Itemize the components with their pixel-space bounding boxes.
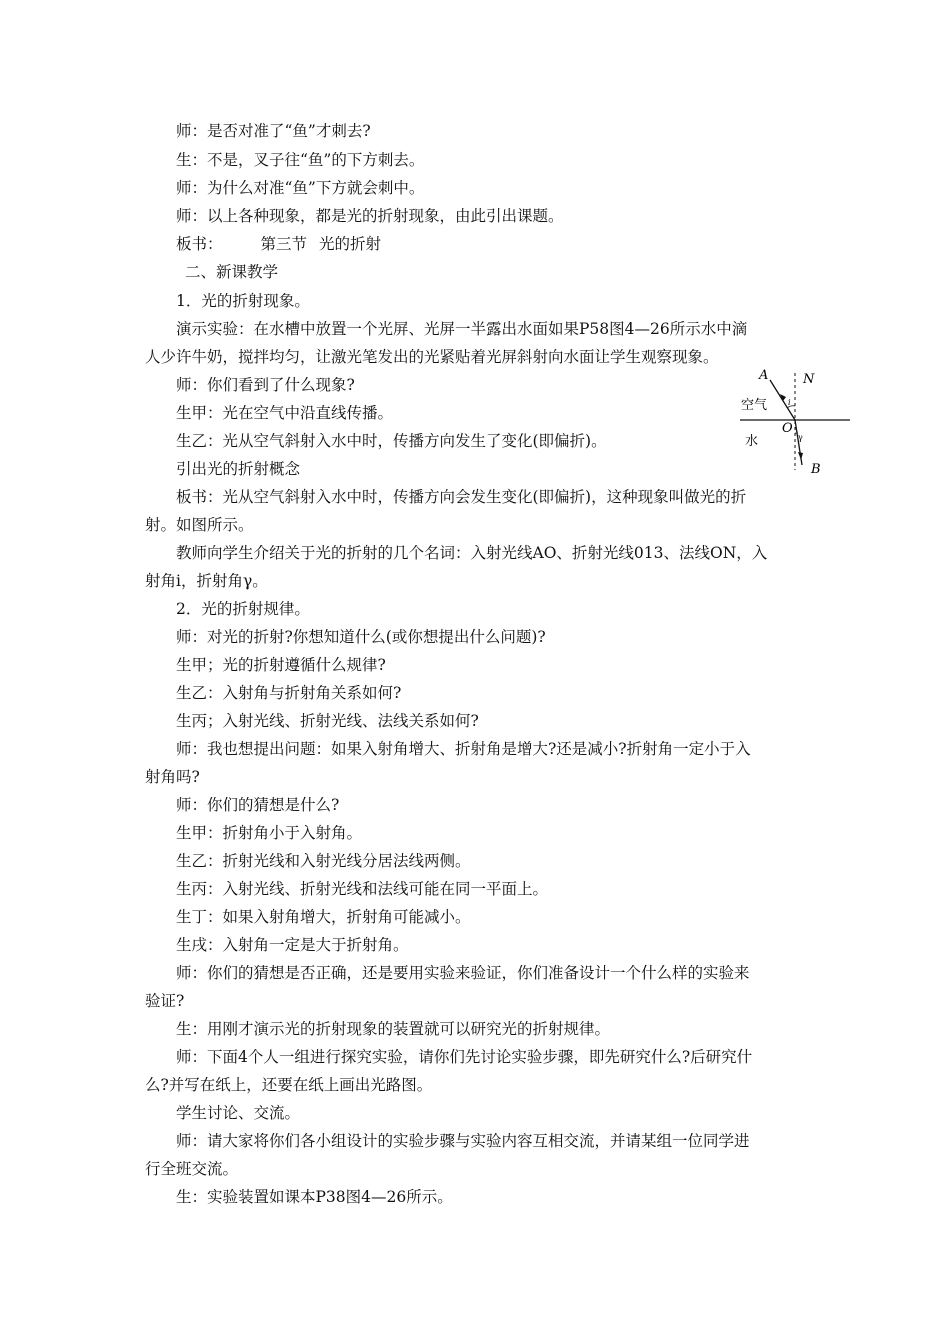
text-line: 师：你们看到了什么现象? (176, 376, 355, 394)
text-line: 生丙；入射光线、折射光线、法线关系如何? (176, 712, 479, 730)
text-line: 生乙：入射角与折射角关系如何? (176, 684, 402, 702)
board-heading (176, 234, 381, 254)
incident-ray (770, 380, 795, 420)
text-line: 生戌：入射角一定是大于折射角。 (176, 936, 409, 954)
text-line: 生乙：折射光线和入射光线分居法线两侧。 (176, 852, 471, 870)
text-line: 生：不是，叉子往“鱼”的下方刺去。 (176, 151, 425, 169)
label-a: A (759, 368, 769, 383)
refraction-svg (735, 365, 860, 480)
label-i: i (788, 398, 791, 407)
text-line: 教师向学生介绍关于光的折射的几个名词：入射光线AO、折射光线013、法线ON，入 (176, 544, 768, 562)
section-number: 第三节 (260, 235, 308, 253)
text-line: 人少许牛奶，搅拌均匀，让激光笔发出的光紧贴着光屏斜射向水面让学生观察现象。 (145, 348, 719, 366)
label-b: B (811, 462, 821, 477)
label-gamma: γ (798, 433, 803, 442)
text-line: 射。如图所示。 (145, 516, 254, 534)
text-line: 师：我也想提出问题：如果入射角增大、折射角是增大?还是减小?折射角一定小于入 (176, 740, 751, 758)
label-n: N (803, 372, 815, 387)
text-line: 生丁：如果入射角增大，折射角可能减小。 (176, 908, 471, 926)
text-line: 射角吗? (145, 768, 200, 786)
text-line: 师：为什么对准“鱼”下方就会刺中。 (176, 179, 425, 197)
text-line: 生丙：入射光线、折射光线和法线可能在同一平面上。 (176, 880, 549, 898)
text-line: 生甲：光在空气中沿直线传播。 (176, 404, 394, 422)
text-line: 引出光的折射概念 (176, 460, 301, 478)
label-air: 空气 (741, 398, 768, 413)
subsection-heading: 1．光的折射现象。 (176, 292, 310, 310)
label-water: 水 (745, 434, 759, 449)
board-label: 板书： (176, 235, 223, 253)
text-line: 师：是否对准了“鱼”才刺去? (176, 122, 371, 140)
text-line: 射角i，折射角γ。 (145, 572, 268, 590)
text-line: 行全班交流。 (145, 1160, 239, 1178)
text-line: 生：用刚才演示光的折射现象的装置就可以研究光的折射规律。 (176, 1020, 611, 1038)
text-line: 生甲：折射角小于入射角。 (176, 824, 363, 842)
refraction-diagram (735, 365, 860, 480)
text-line: 师：下面4个人一组进行探究实验，请你们先讨论实验步骤，即先研究什么?后研究什 (176, 1048, 753, 1066)
text-line: 板书：光从空气斜射入水中时，传播方向会发生变化(即偏折)，这种现象叫做光的折 (176, 488, 747, 506)
text-line: 师：以上各种现象，都是光的折射现象，由此引出课题。 (176, 207, 564, 225)
text-line: 演示实验：在水槽中放置一个光屏、光屏一半露出水面如果P58图4—26所示水中滴 (176, 320, 748, 338)
text-line: 师：你们的猜想是否正确，还是要用实验来验证，你们准备设计一个什么样的实验来 (176, 964, 750, 982)
text-line: 师：对光的折射?你想知道什么(或你想提出什么问题)? (176, 628, 546, 646)
text-line: 验证? (145, 992, 185, 1010)
text-line: 生：实验装置如课本P38图4—26所示。 (176, 1188, 453, 1206)
text-line: 师：你们的猜想是什么? (176, 796, 340, 814)
text-line: 生乙：光从空气斜射入水中时，传播方向发生了变化(即偏折)。 (176, 432, 607, 450)
subsection-heading: 2．光的折射规律。 (176, 600, 310, 618)
text-line: 学生讨论、交流。 (176, 1104, 301, 1122)
label-o: O (782, 421, 793, 436)
section-title: 光的折射 (319, 235, 382, 253)
text-line: 生甲；光的折射遵循什么规律? (176, 656, 386, 674)
text-line: 么?并写在纸上，还要在纸上画出光路图。 (145, 1076, 433, 1094)
section-heading: 二、新课教学 (185, 263, 279, 281)
text-line: 师：请大家将你们各小组设计的实验步骤与实验内容互相交流，并请某组一位同学进 (176, 1132, 750, 1150)
